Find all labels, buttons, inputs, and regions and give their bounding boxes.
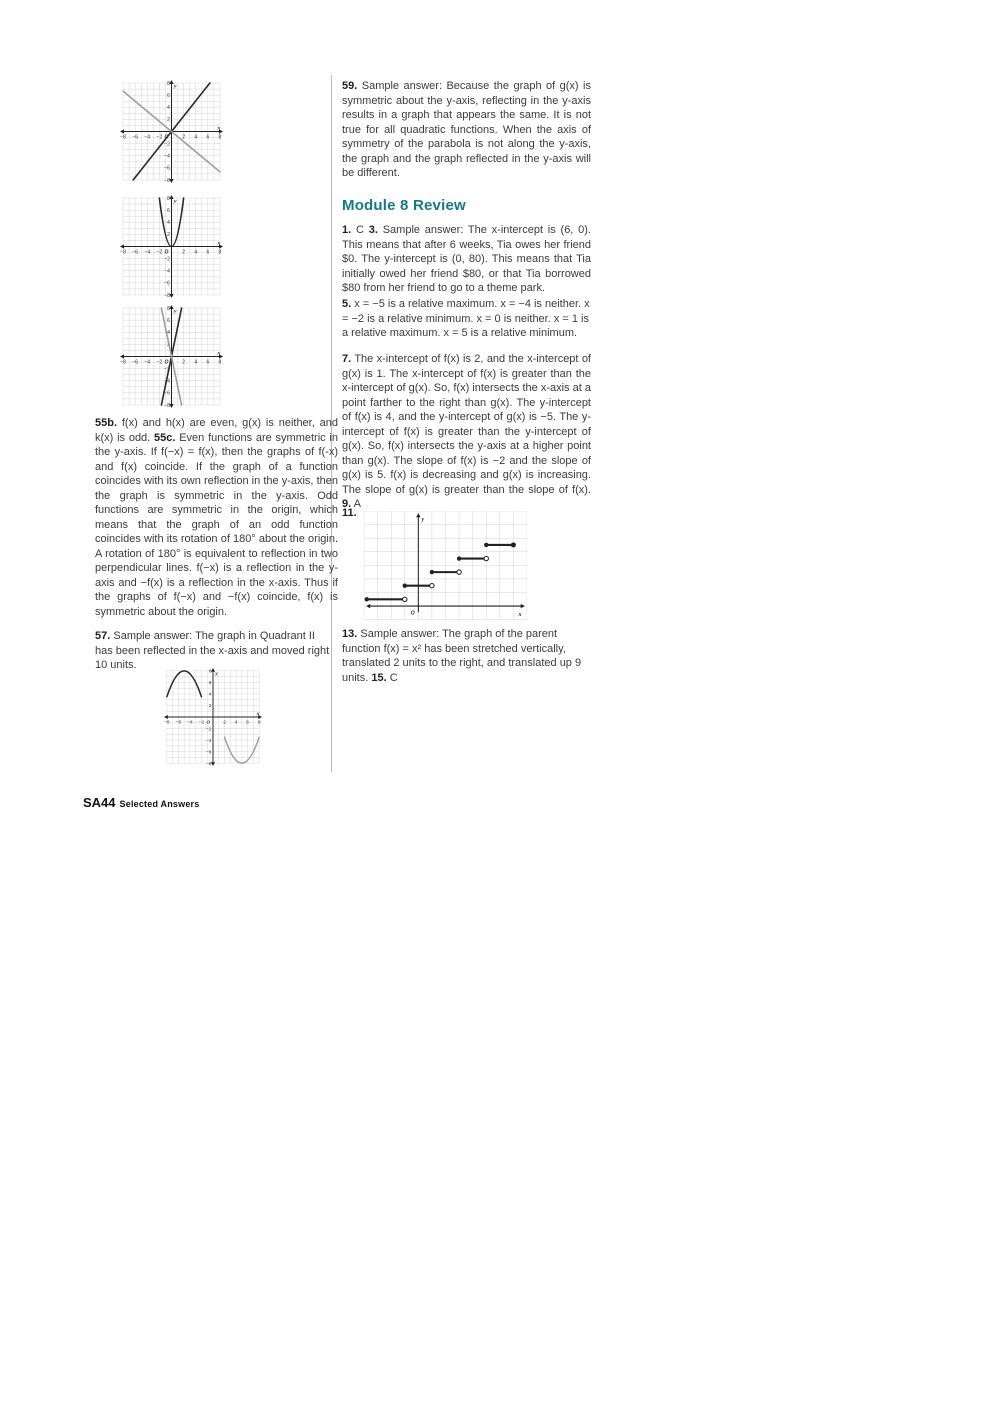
svg-text:−2: −2 — [205, 727, 212, 733]
svg-text:8: 8 — [208, 669, 212, 675]
answer-5 — [342, 297, 591, 341]
svg-text:2: 2 — [208, 704, 212, 710]
answer-57-number: 57. — [95, 630, 111, 642]
svg-text:−8: −8 — [120, 359, 126, 366]
answer-9-text: A — [353, 498, 361, 510]
answer-7-text: The x-intercept of f(x) is 2, and the x-intercept of g(x) is 1. The x-intercept of f(x) is greater than the x-intercept of g(x). So, f(x) intersects the x-axis at a point farther to the right than g(x). The y-intercept of f(x) is 4, and the y-intercept of g(x) is −5. The y-intercept of f(x) is greater than the y-intercept of g(x). So, f(x) intersects the y-axis at a higher point than g(x). The slope of f(x) is −2 and the slope of g(x) is 5. f(x) is decreasing and g(x) is increasing. The slope of g(x) is greater than the slope of f(x). — [342, 353, 591, 496]
svg-text:8: 8 — [167, 195, 170, 202]
answer-5-text: x = −5 is a relative maximum. x = −4 is neither. x = −2 is a relative minimum. x = 0 is neither. x = 1 is a relative maximum. x = 5 is a relative minimum. — [342, 298, 590, 339]
answer-3-number: 3. — [368, 224, 378, 236]
svg-text:8: 8 — [257, 720, 261, 726]
svg-text:−6: −6 — [164, 165, 170, 172]
svg-text:6: 6 — [208, 681, 212, 687]
svg-text:6: 6 — [246, 720, 249, 726]
figure-11-step-function — [364, 511, 527, 620]
footer-section-title: Selected Answers — [119, 799, 200, 809]
svg-text:−8: −8 — [205, 761, 212, 767]
answer-57-text: Sample answer: The graph in Quadrant II has been reflected in the x-axis and moved right 10 units. — [95, 630, 330, 671]
svg-text:6: 6 — [167, 317, 170, 324]
svg-text:y: y — [421, 516, 425, 523]
svg-text:−2: −2 — [198, 720, 205, 726]
answer-1-text: C — [355, 224, 364, 236]
figure-55-two-lines — [119, 79, 224, 184]
svg-text:−2: −2 — [156, 134, 163, 141]
svg-text:−4: −4 — [205, 738, 212, 744]
svg-text:8: 8 — [218, 134, 222, 141]
svg-text:−2: −2 — [156, 249, 163, 256]
svg-text:O: O — [410, 610, 415, 617]
svg-text:−8: −8 — [120, 249, 126, 256]
svg-text:−6: −6 — [205, 750, 212, 756]
svg-text:y: y — [174, 198, 177, 205]
answer-55 — [95, 416, 338, 619]
svg-text:−8: −8 — [164, 402, 170, 409]
answer-1-3 — [342, 223, 591, 296]
svg-text:6: 6 — [206, 359, 210, 366]
svg-text:x: x — [217, 350, 221, 357]
svg-text:8: 8 — [218, 249, 222, 256]
answer-1-number: 1. — [342, 224, 352, 236]
answer-13-text: Sample answer: The graph of the parent function f(x) = x² has been stretched vertically, translated 2 units to the right, and translated up 9 units. — [342, 628, 582, 684]
answer-15-number: 15. — [371, 671, 387, 684]
answer-59-text: Sample answer: Because the graph of g(x) is symmetric about the y-axis, reflecting in the y-axis results in a graph that appears the same. It is not true for all quadratic functions. When the axis of symmetry of the parabola is not along the y-axis, the graph and the graph reflected in the y-axis will be different. — [342, 80, 591, 179]
answer-5-number: 5. — [342, 298, 352, 310]
answer-55b-number: 55b. — [95, 417, 118, 429]
svg-text:−4: −4 — [144, 134, 151, 141]
svg-text:2: 2 — [223, 720, 226, 726]
svg-text:4: 4 — [167, 220, 170, 227]
page-footer — [83, 795, 199, 810]
answer-57 — [95, 629, 333, 673]
answer-3-text: Sample answer: The x-intercept is (6, 0). This means that after 6 weeks, Tia owes her friend $0. The y-intercept is (0, 80). This means that Tia initially owed her friend $80, or that Tia borrowed $80 from her friend to go to a theme park. — [342, 224, 591, 294]
svg-text:−8: −8 — [164, 177, 170, 184]
svg-text:−6: −6 — [164, 280, 170, 287]
svg-text:O: O — [164, 134, 169, 141]
answer-55c-text: Even functions are symmetric in the y-axis. If f(−x) = f(x), then the graphs of f(-x) and f(x) coincide. If the graph of a function coincides with its own reflection in the y-axis, then the graph is symmetric in the y-axis. Odd functions are symmetric in the origin, which means that the graph of an odd function coincides with its rotation of 180° about the origin. A rotation of 180° is equivalent to reflection in two perpendicular lines. f(−x) is a reflection in the y-axis and −f(x) is a reflection in the x-axis. Thus if the graphs of f(−x) and −f(x) coincide, f(x) is symmetric about the origin. — [95, 431, 338, 618]
svg-text:−2: −2 — [164, 141, 170, 148]
svg-text:4: 4 — [194, 134, 198, 141]
svg-text:−4: −4 — [144, 359, 151, 366]
svg-text:x: x — [518, 611, 522, 618]
svg-text:−4: −4 — [164, 268, 170, 275]
answer-9-number: 9. — [342, 498, 352, 510]
answer-59 — [342, 79, 591, 181]
svg-text:O: O — [164, 359, 169, 366]
answer-13-15 — [342, 627, 591, 685]
svg-text:6: 6 — [206, 249, 210, 256]
svg-text:2: 2 — [167, 342, 170, 349]
figure-55-cubic — [119, 304, 224, 409]
svg-text:−8: −8 — [120, 134, 126, 141]
page-number: SA44 — [83, 795, 116, 810]
svg-text:2: 2 — [167, 232, 170, 239]
svg-text:4: 4 — [194, 249, 198, 256]
svg-text:−6: −6 — [132, 249, 139, 256]
svg-text:6: 6 — [206, 134, 210, 141]
svg-text:8: 8 — [167, 305, 170, 312]
answer-15-text: C — [389, 671, 398, 684]
svg-text:x: x — [256, 711, 260, 718]
svg-text:−4: −4 — [187, 720, 193, 726]
svg-text:−8: −8 — [164, 292, 170, 299]
svg-text:−6: −6 — [132, 134, 139, 141]
answer-55c-number: 55c. — [154, 431, 176, 444]
svg-text:8: 8 — [218, 359, 222, 366]
svg-text:−2: −2 — [164, 256, 170, 263]
answer-11-number: 11. — [342, 507, 357, 519]
svg-text:−8: −8 — [164, 720, 170, 726]
answer-13-number: 13. — [342, 628, 358, 640]
svg-text:4: 4 — [234, 720, 238, 726]
svg-text:2: 2 — [182, 249, 186, 256]
svg-text:4: 4 — [208, 692, 212, 698]
module-8-review-heading: Module 8 Review — [342, 197, 466, 214]
svg-text:y: y — [174, 308, 177, 315]
svg-text:8: 8 — [167, 80, 170, 87]
answer-55b-text: f(x) and h(x) are even, g(x) is neither, and k(x) is odd. — [95, 417, 338, 444]
svg-text:O: O — [164, 249, 169, 256]
answer-59-number: 59. — [342, 80, 358, 92]
svg-text:−2: −2 — [164, 366, 170, 373]
answer-7-number: 7. — [342, 353, 352, 365]
svg-text:2: 2 — [182, 359, 186, 366]
svg-text:−4: −4 — [164, 378, 170, 385]
svg-text:−6: −6 — [164, 390, 170, 397]
svg-text:y: y — [174, 83, 177, 90]
svg-text:−6: −6 — [132, 359, 139, 366]
answer-7-9 — [342, 352, 591, 512]
svg-text:6: 6 — [167, 207, 170, 214]
svg-text:2: 2 — [182, 134, 186, 141]
svg-text:−2: −2 — [156, 359, 163, 366]
svg-text:4: 4 — [167, 105, 170, 112]
svg-text:x: x — [217, 125, 221, 132]
svg-text:6: 6 — [167, 92, 170, 99]
svg-text:−4: −4 — [144, 249, 151, 256]
svg-text:O: O — [206, 720, 211, 726]
svg-text:4: 4 — [167, 330, 170, 337]
svg-text:4: 4 — [194, 359, 198, 366]
svg-text:−4: −4 — [164, 153, 170, 160]
figure-57-reflected-graph — [163, 667, 263, 767]
svg-text:−6: −6 — [175, 720, 182, 726]
figure-55-parabola — [119, 194, 224, 299]
svg-text:x: x — [217, 240, 221, 247]
svg-text:y: y — [215, 671, 218, 678]
svg-text:2: 2 — [167, 117, 170, 124]
